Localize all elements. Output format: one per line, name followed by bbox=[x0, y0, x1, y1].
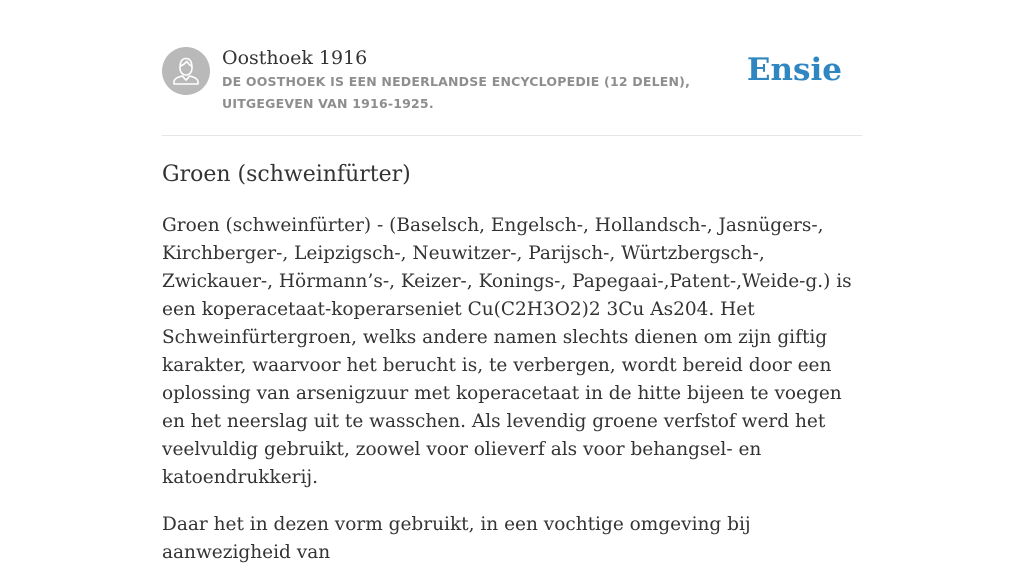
user-silhouette-icon bbox=[162, 47, 210, 95]
article-paragraph: Daar het in dezen vorm gebruikt, in een vochtige omgeving bij aanwezigheid van bbox=[162, 514, 751, 563]
article-paragraph: Groen (schweinfürter) - (Baselsch, Engelsch-, Hollandsch-, Jasnügers-, Kirchberger-, Leipzigsch-, Neuwitzer-, Parijsch-, Würtzbergsch-, Zwickauer-, Hörmann’s-, Keizer-, Konings-, Papegaai-,Patent-,Weide-g.) is een koperacetaat-koperarseniet Cu(C2H3O2)2 3Cu As204. Het Schweinfürtergroen, welks andere namen slechts dienen om zijn giftig karakter, waarvoor het berucht is, te verbergen, wordt bereid door een oplossing van arsenigzuur met koperacetaat in de hitte bijeen te voegen en het neerslag uit te wasschen. Als levendig groene verfstof werd het veelvuldig gebruikt, zoowel voor olieverf als voor behangsel- en katoendrukkerij. bbox=[162, 215, 852, 488]
source-header bbox=[162, 46, 862, 116]
avatar[interactable] bbox=[162, 47, 210, 95]
header-divider bbox=[162, 135, 862, 136]
source-name[interactable]: Oosthoek 1916 bbox=[222, 47, 368, 69]
article-title: Groen (schweinfürter) bbox=[162, 162, 411, 187]
article-body bbox=[162, 212, 862, 586]
ensie-logo[interactable]: Ensie bbox=[746, 52, 842, 88]
page bbox=[162, 0, 862, 563]
source-description: DE OOSTHOEK IS EEN NEDERLANDSE ENCYCLOPEDIE (12 DELEN), UITGEGEVEN VAN 1916-1925. bbox=[222, 74, 691, 111]
